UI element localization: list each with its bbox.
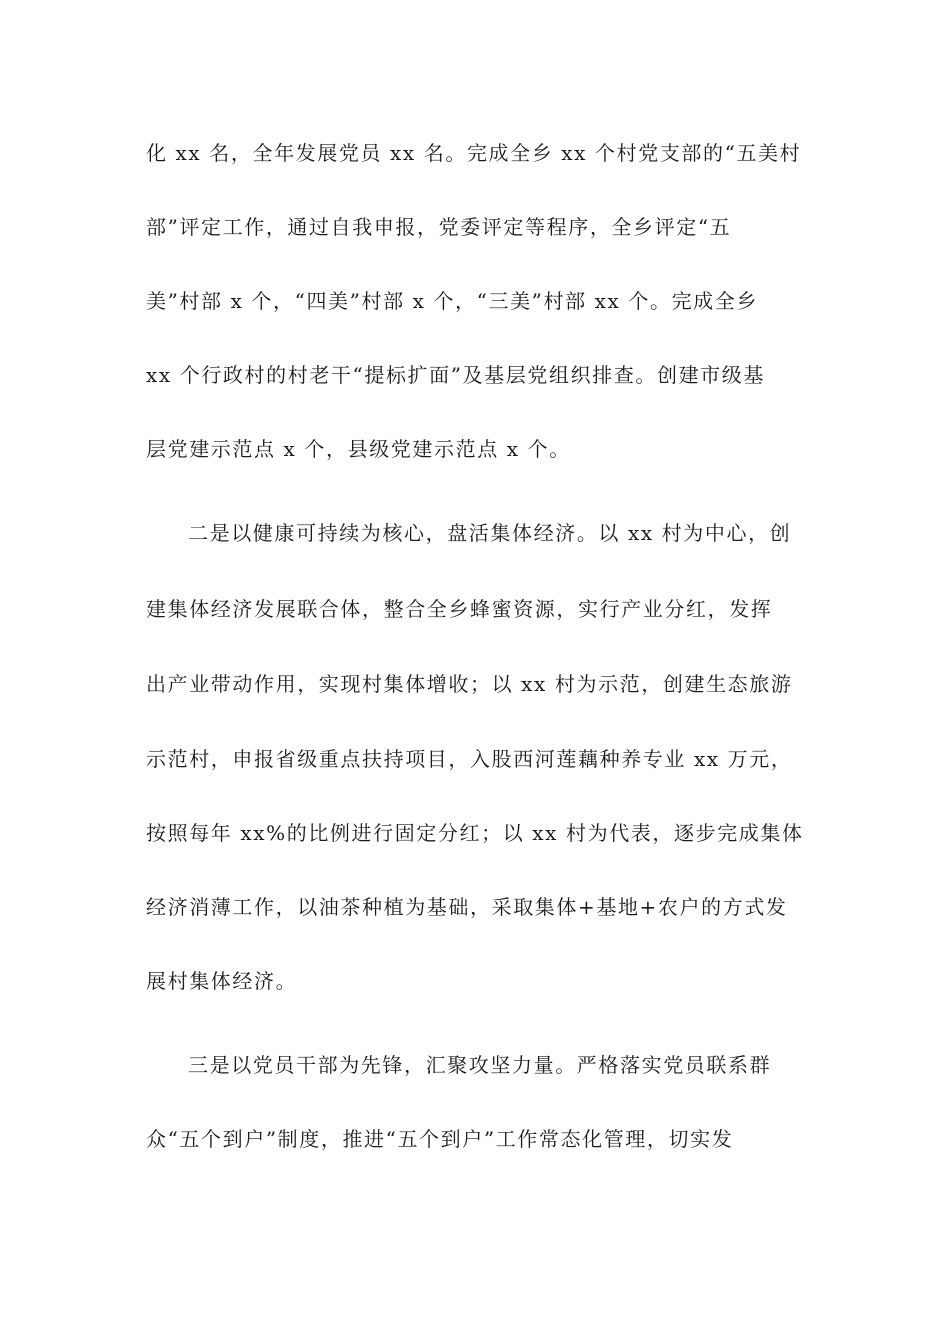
paragraph-start-line: 二是以健康可持续为核心，盘活集体经济。以 xx 村为中心，创 bbox=[188, 521, 792, 545]
text-line: 建集体经济发展联合体，整合全乡蜂蜜资源，实行产业分红，发挥 bbox=[146, 597, 773, 621]
text-line: 按照每年 xx%的比例进行固定分红；以 xx 村为代表，逐步完成集体 bbox=[146, 821, 804, 845]
text-line: 经济消薄工作，以油茶种植为基础，采取集体+基地+农户的方式发 bbox=[146, 895, 788, 919]
text-line: 美”村部 x 个，“四美”村部 x 个，“三美”村部 xx 个。完成全乡 bbox=[146, 289, 758, 313]
text-line: 众“五个到户”制度，推进“五个到户”工作常态化管理，切实发 bbox=[146, 1127, 734, 1151]
text-line: 出产业带动作用，实现村集体增收；以 xx 村为示范，创建生态旅游 bbox=[146, 672, 793, 696]
text-line: 部”评定工作，通过自我申报，党委评定等程序，全乡评定“五 bbox=[146, 215, 732, 239]
text-line: xx 个行政村的村老干“提标扩面”及基层党组织排查。创建市级基 bbox=[146, 363, 765, 387]
text-line: 化 xx 名，全年发展党员 xx 名。完成全乡 xx 个村党支部的“五美村 bbox=[146, 141, 802, 165]
text-line: 展村集体经济。 bbox=[146, 969, 298, 993]
text-line: 示范村，申报省级重点扶持项目，入股西河莲藕种养专业 xx 万元， bbox=[146, 747, 793, 771]
paragraph-start-line: 三是以党员干部为先锋，汇聚攻坚力量。严格落实党员联系群 bbox=[188, 1053, 772, 1077]
text-line: 层党建示范点 x 个，县级党建示范点 x 个。 bbox=[146, 437, 571, 461]
